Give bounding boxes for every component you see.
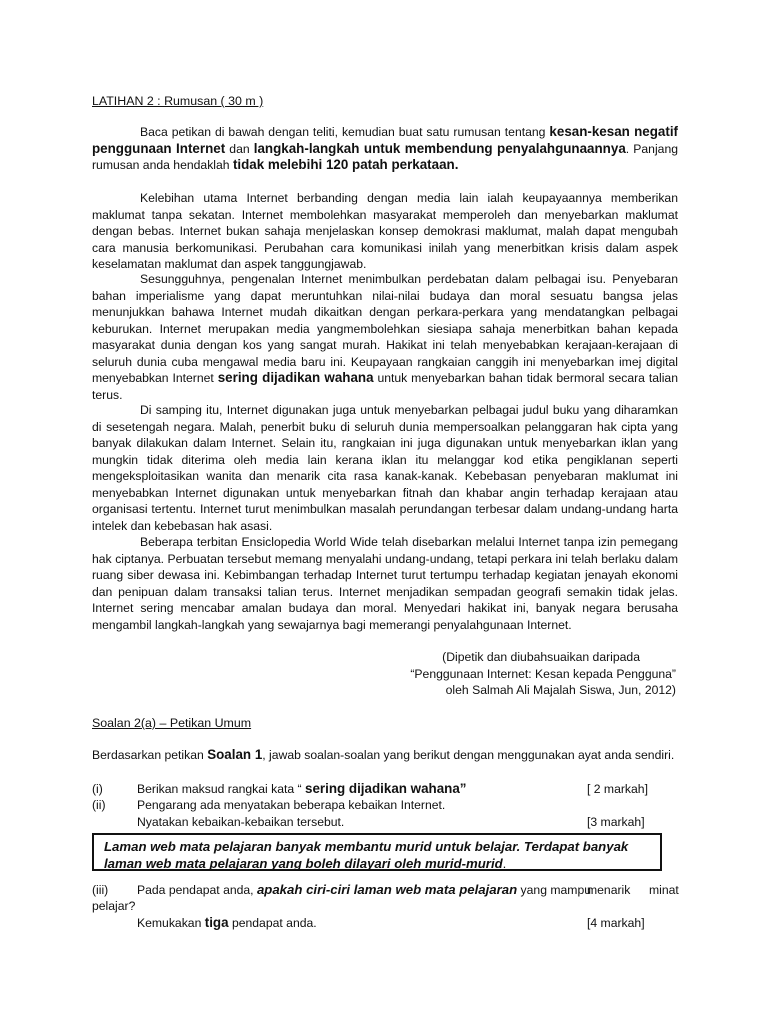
question-2-line-2: Nyatakan kebaikan-kebaikan tersebut. — [137, 815, 345, 829]
question-3-word-menarik: menarik — [587, 883, 631, 897]
section-intro: Berdasarkan petikan Soalan 1, jawab soalan-soalan yang berikut dengan menggunakan ayat anda sendiri. — [92, 747, 675, 762]
question-1-number: (i) — [92, 782, 103, 796]
question-3-continuation: pelajar? — [92, 899, 136, 913]
section-heading: Soalan 2(a) – Petikan Umum — [92, 716, 252, 730]
exercise-title: LATIHAN 2 : Rumusan ( 30 m ) — [92, 94, 264, 108]
instruction-paragraph: Baca petikan di bawah dengan teliti, kemudian buat satu rumusan tentang kesan-kesan negatif penggunaan Internet dan langkah-langkah untuk membendung penyalahgunaannya. Panjang rumusan anda hendaklah tidak melebihi 120 patah perkataan. — [92, 124, 679, 172]
question-3-text: Pada pendapat anda, apakah ciri-ciri laman web mata pelajaran yang mampu — [137, 882, 591, 897]
question-3-word-minat: minat — [649, 883, 679, 897]
context-box: Laman web mata pelajaran banyak membantu murid untuk belajar. Terdapat banyak laman web mata pelajaran yang boleh dilayari oleh murid-murid. — [92, 833, 662, 871]
source-citation: (Dipetik dan diubahsuaikan daripada “Penggunaan Internet: Kesan kepada Pengguna” oleh Salmah Ali Majalah Siswa, Jun, 2012) — [410, 650, 676, 697]
question-1-marks: [ 2 markah] — [587, 782, 648, 796]
question-2-marks: [3 markah] — [587, 815, 645, 829]
question-2-number: (ii) — [92, 798, 106, 812]
question-3-marks: [4 markah] — [587, 916, 645, 930]
question-1-text: Berikan maksud rangkai kata “ sering dijadikan wahana” — [137, 781, 467, 796]
question-3-number: (iii) — [92, 883, 109, 897]
passage-paragraph-4: Beberapa terbitan Ensiclopedia World Wide telah disebarkan melalui Internet tanpa izin pemegang hak ciptanya. Perbuatan tersebut memang menyalahi undang-undang, tetapi perkara ini telah berlaku dalam ruang siber dewasa ini. Kebimbangan terhadap Internet turut tertumpu terhadap kegiatan jenayah ekonomi dan penipuan dalam transaksi talian terus. Internet menjadikan sempadan geografi semakin tidak jelas. Internet sering mencabar amalan budaya dan moral. Menyedari hakikat ini, banyak negara berusaha mengambil langkah-langkah yang sewajarnya bagi memerangi penyalahgunaan Internet. — [92, 535, 678, 632]
passage-paragraph-1: Kelebihan utama Internet berbanding dengan media lain ialah keupayaannya memberikan maklumat tanpa sekatan. Internet membolehkan masyarakat memperoleh dan menyebarkan maklumat dengan bebas. Internet bukan sahaja menjelaskan konsep demokrasi maklumat, malah dapat mengubah cara manusia berkomunikasi. Perubahan cara komunikasi inilah yang menerbitkan krisis dalam aspek keselamatan maklumat dan aspek tanggungjawab. — [92, 191, 678, 271]
passage-paragraph-2: Sesungguhnya, pengenalan Internet menimbulkan perdebatan dalam pelbagai isu. Penyebaran bahan imperialisme yang dapat meruntuhkan nilai-nilai budaya dan moral sesuatu bangsa jelas menunjukkan bahawa Internet mudah dikaitkan dengan perkara-perkara yang mendatangkan pelbagai keburukan. Internet merupakan media yangmembolehkan siesiapa sahaja menerbitkan bahan kepada masyarakat dunia dengan kos yang sangat murah. Hakikat ini telah menyebabkan kerajaan-kerajaan di seluruh dunia cuba mengawal media baru ini. Keupayaan rangkaian canggih ini menyebarkan imej digital menyebabkan Internet sering dijadikan wahana untuk menyebarkan bahan tidak bermoral secara talian terus. — [92, 272, 678, 402]
question-2-line-1: Pengarang ada menyatakan beberapa kebaikan Internet. — [137, 798, 446, 812]
question-3-instruction: Kemukakan tiga pendapat anda. — [137, 915, 317, 930]
passage-paragraph-3: Di samping itu, Internet digunakan juga untuk menyebarkan pelbagai judul buku yang diharamkan di sesetengah negara. Malah, penerbit buku di seluruh dunia mempersoalkan pelanggaran hak cipta yang banyak dilakukan dalam Internet. Selain itu, rangkaian ini juga digunakan untuk menyebarkan iklan yang mungkin tidak diterima oleh media lain kerana iklan itu melanggar kod etika pengiklanan seperti mengeksploitasikan wanita dan menarik cita rasa kanak-kanak. Kebebasan penyebaran maklumat ini menyebabkan Internet digunakan untuk menyebarkan fitnah dan khabar angin terhadap kerajaan atau organisasi tertentu. Internet turut menimbulkan masalah perundangan terbesar dalam undang-undang harta intelek dan kebebasan hak asasi. — [92, 403, 678, 533]
